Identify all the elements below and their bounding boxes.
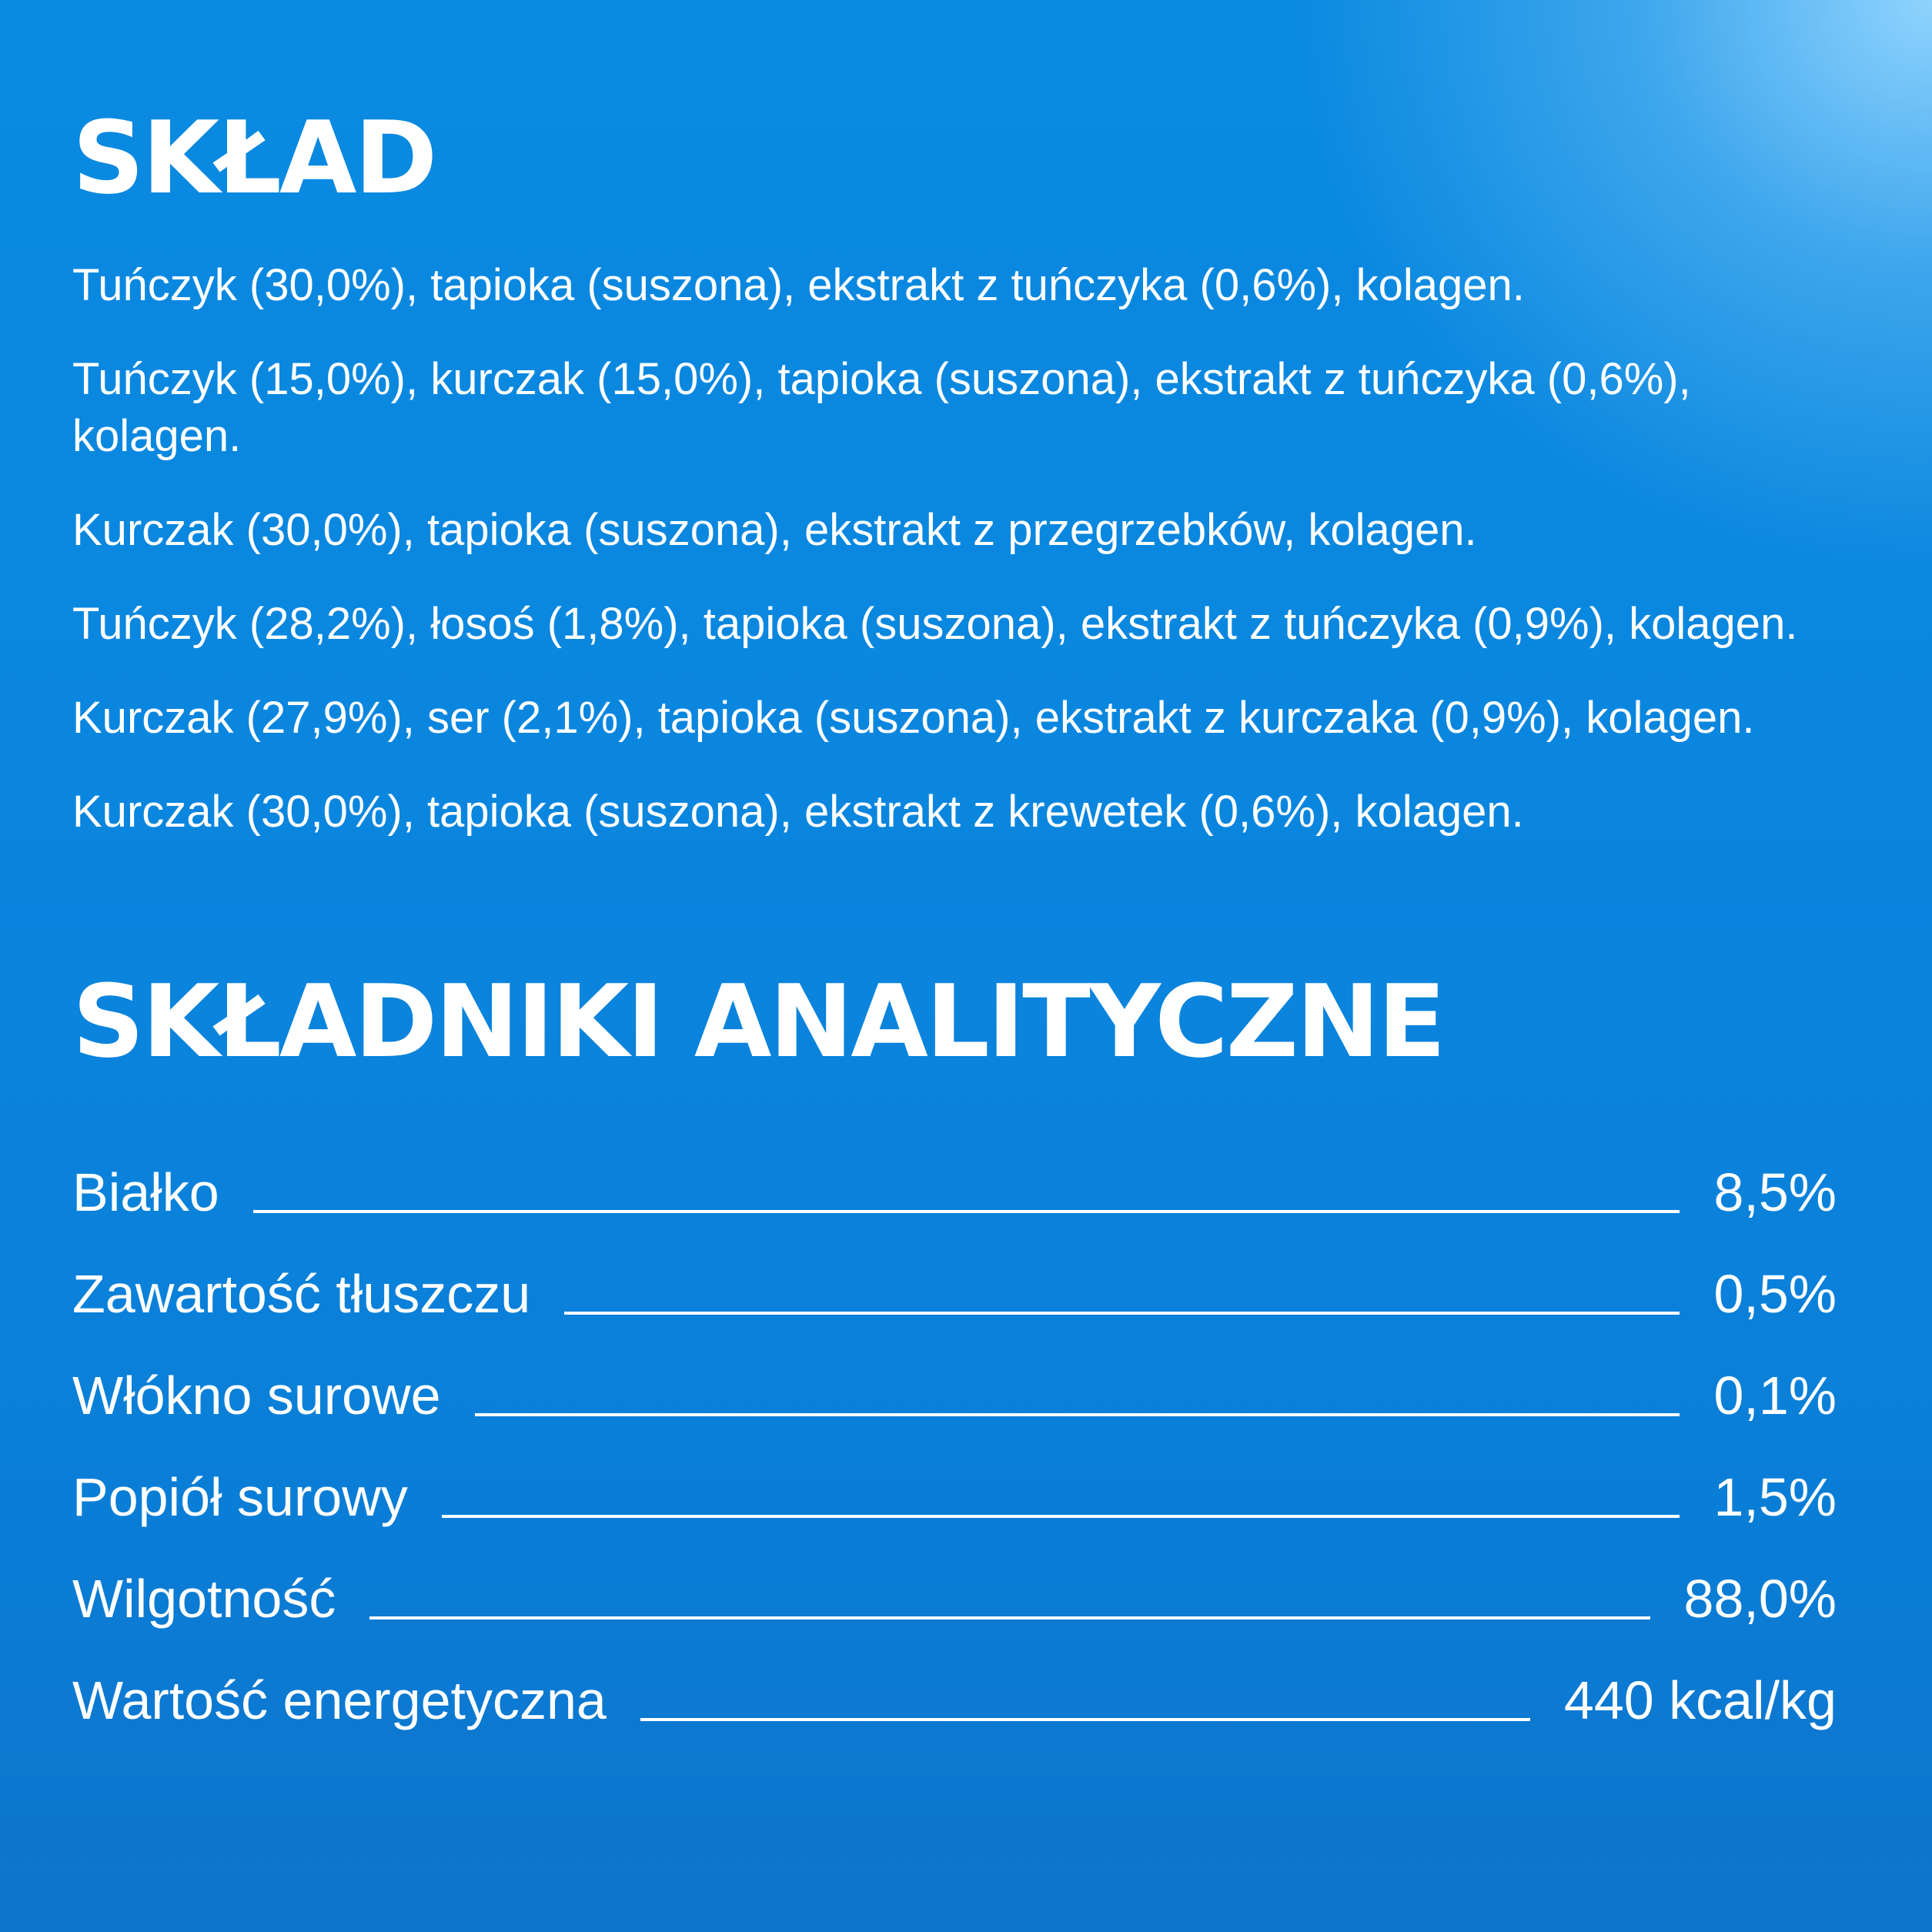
composition-item: Tuńczyk (28,2%), łosoś (1,8%), tapioka (suszona), ekstrakt z tuńczyka (0,9%), kolagen. [72, 599, 1798, 649]
analytical-value: 440 kcal/kg [1563, 1670, 1837, 1730]
analytical-value: 1,5% [1713, 1467, 1837, 1527]
composition-item: Tuńczyk (30,0%), tapioka (suszona), ekstrakt z tuńczyka (0,6%), kolagen. [72, 260, 1525, 310]
analytical-value: 8,5% [1713, 1162, 1837, 1222]
analytical-row-ash [72, 1430, 1837, 1532]
analytical-row-protein [72, 1125, 1837, 1227]
composition-heading: SKŁAD [72, 99, 436, 216]
composition-list [72, 257, 1837, 841]
analytical-value: 88,0% [1683, 1569, 1837, 1629]
analytical-label: Włókno surowe [72, 1365, 441, 1426]
analytical-table [72, 1125, 1837, 1735]
analytical-heading: SKŁADNIKI ANALITYCZNE [72, 963, 1444, 1080]
analytical-label: Zawartość tłuszczu [72, 1264, 531, 1324]
leader-line [369, 1616, 1650, 1619]
analytical-label: Popiół surowy [72, 1467, 408, 1527]
leader-line [442, 1515, 1680, 1518]
analytical-value: 0,1% [1713, 1365, 1837, 1426]
analytical-value: 0,5% [1713, 1264, 1837, 1324]
leader-line [564, 1312, 1680, 1315]
leader-line [475, 1413, 1680, 1416]
analytical-label: Wilgotność [72, 1569, 336, 1629]
leader-line [640, 1718, 1530, 1721]
label-panel [72, 99, 1837, 1735]
analytical-row-fat [72, 1227, 1837, 1329]
analytical-row-fibre [72, 1329, 1837, 1430]
analytical-row-moisture [72, 1532, 1837, 1633]
leader-line [253, 1210, 1680, 1213]
composition-item: Tuńczyk (15,0%), kurczak (15,0%), tapioka (suszona), ekstrakt z tuńczyka (0,6%), kolagen. [72, 354, 1691, 461]
composition-item: Kurczak (27,9%), ser (2,1%), tapioka (suszona), ekstrakt z kurczaka (0,9%), kolagen. [72, 693, 1755, 743]
composition-item: Kurczak (30,0%), tapioka (suszona), ekstrakt z krewetek (0,6%), kolagen. [72, 787, 1524, 837]
composition-item: Kurczak (30,0%), tapioka (suszona), ekstrakt z przegrzebków, kolagen. [72, 505, 1477, 555]
analytical-row-energy [72, 1633, 1837, 1735]
analytical-label: Wartość energetyczna [72, 1670, 607, 1730]
analytical-label: Białko [72, 1162, 219, 1222]
